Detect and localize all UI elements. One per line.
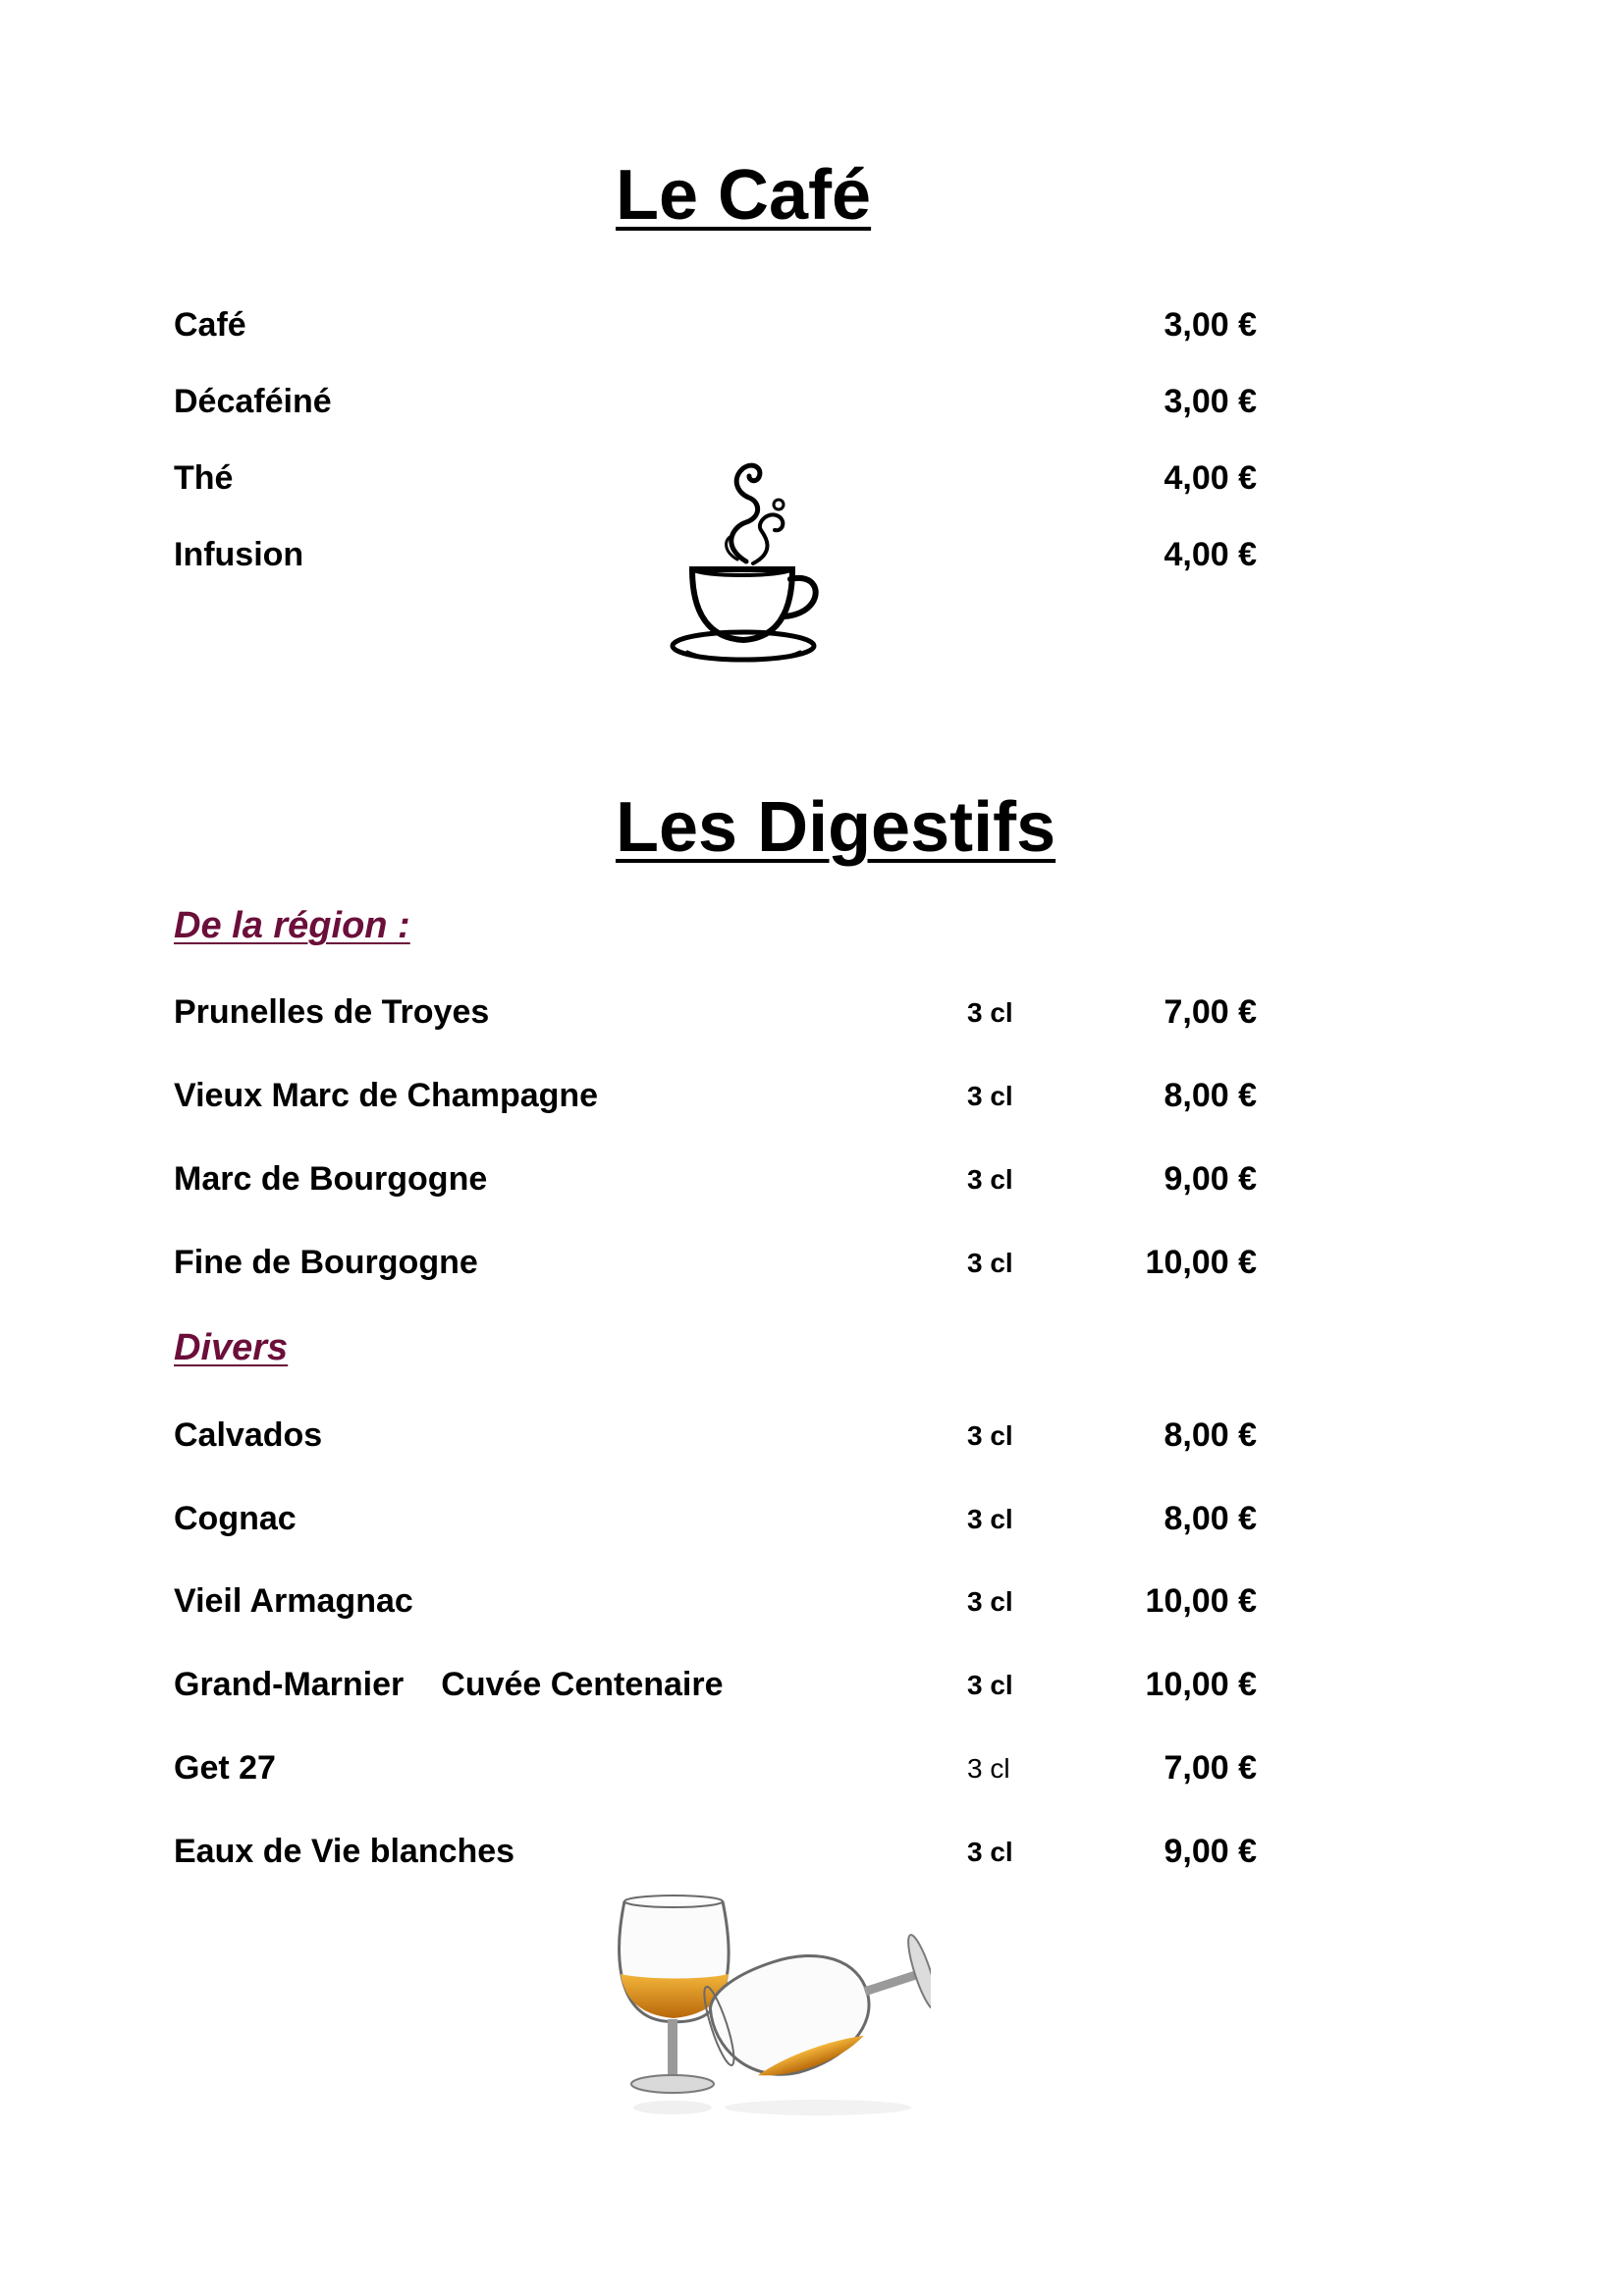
menu-item-marc-bourgogne — [0, 1160, 1623, 1209]
item-volume: 3 cl — [967, 1670, 1013, 1700]
cafe-title: Le Café — [616, 156, 872, 235]
digestifs-title: Les Digestifs — [616, 788, 1056, 867]
menu-item-cafe — [0, 306, 1623, 355]
item-price: 8,00 € — [1163, 1500, 1257, 1537]
item-volume: 3 cl — [967, 1164, 1013, 1195]
item-name: Infusion — [174, 536, 304, 573]
menu-item-vieux-marc — [0, 1077, 1623, 1126]
item-price: 4,00 € — [1163, 536, 1257, 573]
menu-item-prunelles — [0, 993, 1623, 1042]
coffee-cup-icon — [663, 454, 830, 665]
item-price: 3,00 € — [1163, 383, 1257, 420]
item-name: Vieux Marc de Champagne — [174, 1077, 599, 1114]
item-name: Eaux de Vie blanches — [174, 1833, 515, 1870]
menu-item-fine-bourgogne — [0, 1244, 1623, 1293]
item-volume: 3 cl — [967, 997, 1013, 1028]
menu-item-vieil-armagnac — [0, 1582, 1623, 1631]
item-price: 7,00 € — [1163, 993, 1257, 1031]
item-price: 9,00 € — [1163, 1160, 1257, 1198]
item-price: 8,00 € — [1163, 1077, 1257, 1114]
item-name: Vieil Armagnac — [174, 1582, 413, 1620]
item-volume: 3 cl — [967, 1753, 1010, 1784]
item-volume: 3 cl — [967, 1586, 1013, 1617]
item-price: 9,00 € — [1163, 1833, 1257, 1870]
menu-item-cognac — [0, 1500, 1623, 1549]
item-name: Fine de Bourgogne — [174, 1244, 478, 1281]
item-price: 4,00 € — [1163, 459, 1257, 497]
subheading-region: De la région : — [174, 905, 410, 946]
item-price: 7,00 € — [1163, 1749, 1257, 1787]
item-price: 10,00 € — [1145, 1244, 1257, 1281]
item-name: Calvados — [174, 1416, 323, 1454]
item-price: 10,00 € — [1145, 1666, 1257, 1703]
subheading-divers: Divers — [174, 1327, 289, 1368]
item-name: Thé — [174, 459, 234, 497]
menu-item-eaux-de-vie — [0, 1833, 1623, 1882]
item-volume: 3 cl — [967, 1837, 1013, 1867]
item-price: 10,00 € — [1145, 1582, 1257, 1620]
menu-item-get-27 — [0, 1749, 1623, 1798]
menu-item-grand-marnier — [0, 1666, 1623, 1715]
item-price: 3,00 € — [1163, 306, 1257, 344]
item-name: Décaféiné — [174, 383, 332, 420]
item-name: Cognac — [174, 1500, 297, 1537]
item-name: Café — [174, 306, 246, 344]
item-price: 8,00 € — [1163, 1416, 1257, 1454]
menu-item-calvados — [0, 1416, 1623, 1466]
item-name-extra: Cuvée Centenaire — [441, 1666, 724, 1703]
item-volume: 3 cl — [967, 1420, 1013, 1451]
item-name: Prunelles de Troyes — [174, 993, 490, 1031]
item-name: Get 27 — [174, 1749, 276, 1787]
item-volume: 3 cl — [967, 1504, 1013, 1534]
item-volume: 3 cl — [967, 1081, 1013, 1111]
item-name: Marc de Bourgogne — [174, 1160, 488, 1198]
menu-item-decafeine — [0, 383, 1623, 432]
item-name: Grand-Marnier — [174, 1666, 405, 1703]
item-volume: 3 cl — [967, 1248, 1013, 1278]
item-name-group — [174, 1666, 724, 1704]
cognac-glasses-icon — [607, 1890, 931, 2125]
